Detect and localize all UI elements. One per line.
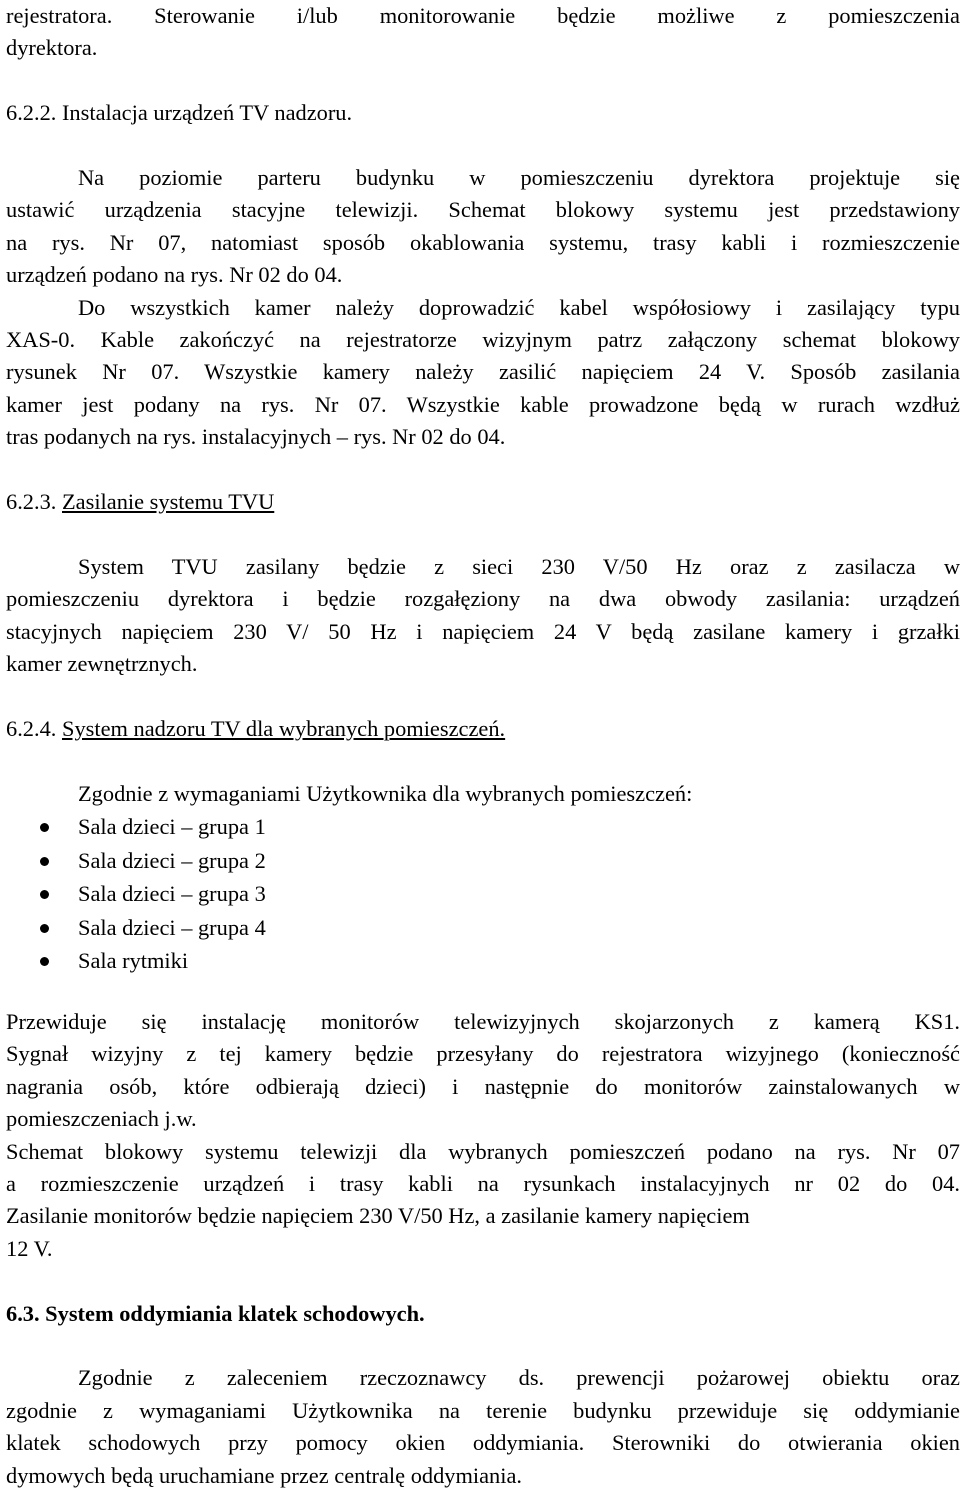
paragraph-line: Zasilanie monitorów będzie napięciem 230 V/50 Hz, a zasilanie kamery napięciem	[6, 1203, 750, 1229]
paragraph-line: Do wszystkich kamer należy doprowadzić kabel współosiowy i zasilający typu	[78, 294, 960, 320]
paragraph-line: na rys. Nr 07, natomiast sposób okablowania systemu, trasy kabli i rozmieszczenie	[6, 229, 960, 255]
paragraph-line: rejestratora. Sterowanie i/lub monitorowanie będzie możliwe z pomieszczenia	[6, 3, 960, 28]
list-item-label: Sala dzieci – grupa 1	[78, 814, 266, 840]
paragraph-line: dymowych będą uruchamiane przez centralę oddymiania.	[6, 1462, 523, 1488]
paragraph-line: stacyjnych napięciem 230 V/ 50 Hz i napięciem 24 V będą zasilane kamery i grzałki	[6, 618, 960, 644]
spacer	[6, 978, 960, 1006]
list-item-label: Sala dzieci – grupa 3	[78, 881, 266, 907]
bullet-icon	[40, 890, 49, 899]
paragraph-line: 12 V.	[6, 1235, 53, 1261]
spacer	[6, 130, 960, 162]
section-63-paragraph	[6, 1362, 960, 1492]
paragraph-line: XAS-0. Kable zakończyć na rejestratorze wizyjnym patrz załączony schemat blokowy	[6, 327, 960, 353]
bullet-icon	[40, 857, 49, 866]
list-item	[6, 844, 960, 878]
document-page	[6, 0, 960, 1492]
paragraph-line: kamer jest podany na rys. Nr 07. Wszystkie kable prowadzone będą w rurach wzdłuż	[6, 391, 960, 417]
bullet-icon	[40, 823, 49, 832]
paragraph-line: dyrektora.	[6, 35, 98, 61]
section-heading-623	[6, 486, 960, 518]
paragraph-line: kamer zewnętrznych.	[6, 651, 198, 677]
spacer	[6, 454, 960, 486]
list-item	[6, 810, 960, 844]
paragraph-line: rysunek Nr 07. Wszystkie kamery należy zasilić napięciem 24 V. Sposób zasilania	[6, 359, 960, 385]
spacer	[6, 745, 960, 777]
section-623-paragraph	[6, 551, 960, 681]
section-heading-624	[6, 713, 960, 745]
paragraph-line: pomieszczeniach j.w.	[6, 1106, 197, 1132]
section-number: 6.2.3.	[6, 489, 57, 515]
section-title: Zasilanie systemu TVU	[62, 489, 275, 515]
paragraph-line: Przewiduje się instalację monitorów telewizyjnych skojarzonych z kamerą KS1.	[6, 1009, 960, 1035]
paragraph-line: Schemat blokowy systemu telewizji dla wybranych pomieszczeń podano na rys. Nr 07	[6, 1138, 960, 1164]
list-item	[6, 911, 960, 945]
paragraph-line: tras podanych na rys. instalacyjnych – rys. Nr 02 do 04.	[6, 424, 506, 450]
bullet-icon	[40, 957, 49, 966]
list-item-label: Sala dzieci – grupa 4	[78, 914, 266, 940]
paragraph-line: urządzeń podano na rys. Nr 02 do 04.	[6, 262, 343, 288]
paragraph-line: klatek schodowych przy pomocy okien oddymiania. Sterowniki do otwierania okien	[6, 1430, 960, 1456]
paragraph-line: a rozmieszczenie urządzeń i trasy kabli na rysunkach instalacyjnych nr 02 do 04.	[6, 1171, 960, 1197]
paragraph-line: Sygnał wizyjny z tej kamery będzie przesyłany do rejestratora wizyjnego (konieczność	[6, 1041, 960, 1067]
section-heading-63: 6.3. System oddymiania klatek schodowych.	[6, 1300, 425, 1326]
paragraph-line: zgodnie z wymaganiami Użytkownika na terenie budynku przewiduje się oddymianie	[6, 1397, 960, 1423]
spacer	[6, 680, 960, 712]
list-item-label: Sala rytmiki	[78, 948, 189, 974]
bullet-icon	[40, 924, 49, 933]
list-item	[6, 944, 960, 978]
section-622-paragraph-1	[6, 162, 960, 292]
spacer	[6, 1265, 960, 1297]
section-624-paragraph-1	[6, 1006, 960, 1136]
section-624-paragraph-2	[6, 1136, 960, 1266]
spacer	[6, 65, 960, 97]
paragraph-line: System TVU zasilany będzie z sieci 230 V/50 Hz oraz z zasilacza w	[78, 553, 960, 579]
spacer	[6, 518, 960, 550]
paragraph-line: nagrania osób, które odbierają dzieci) i następnie do monitorów zainstalowanych w	[6, 1073, 960, 1099]
section-number: 6.2.4.	[6, 715, 57, 741]
paragraph-line: pomieszczeniu dyrektora i będzie rozgałęziony na dwa obwody zasilania: urządzeń	[6, 586, 960, 612]
paragraph-line: ustawić urządzenia stacyjne telewizji. Schemat blokowy systemu jest przedstawiony	[6, 197, 960, 223]
spacer	[6, 1330, 960, 1362]
list-item-label: Sala dzieci – grupa 2	[78, 847, 266, 873]
section-622-paragraph-2	[6, 292, 960, 454]
section-622-continuation	[6, 0, 960, 65]
rooms-intro: Zgodnie z wymaganiami Użytkownika dla wybranych pomieszczeń:	[78, 780, 693, 806]
paragraph-line: Zgodnie z zaleceniem rzeczoznawcy ds. prewencji pożarowej obiektu oraz	[78, 1365, 960, 1391]
paragraph-line: Na poziomie parteru budynku w pomieszczeniu dyrektora projektuje się	[78, 165, 960, 190]
list-item	[6, 877, 960, 911]
section-title: System nadzoru TV dla wybranych pomieszczeń.	[62, 715, 506, 741]
rooms-list	[6, 810, 960, 978]
section-heading-622: 6.2.2. Instalacja urządzeń TV nadzoru.	[6, 100, 353, 126]
